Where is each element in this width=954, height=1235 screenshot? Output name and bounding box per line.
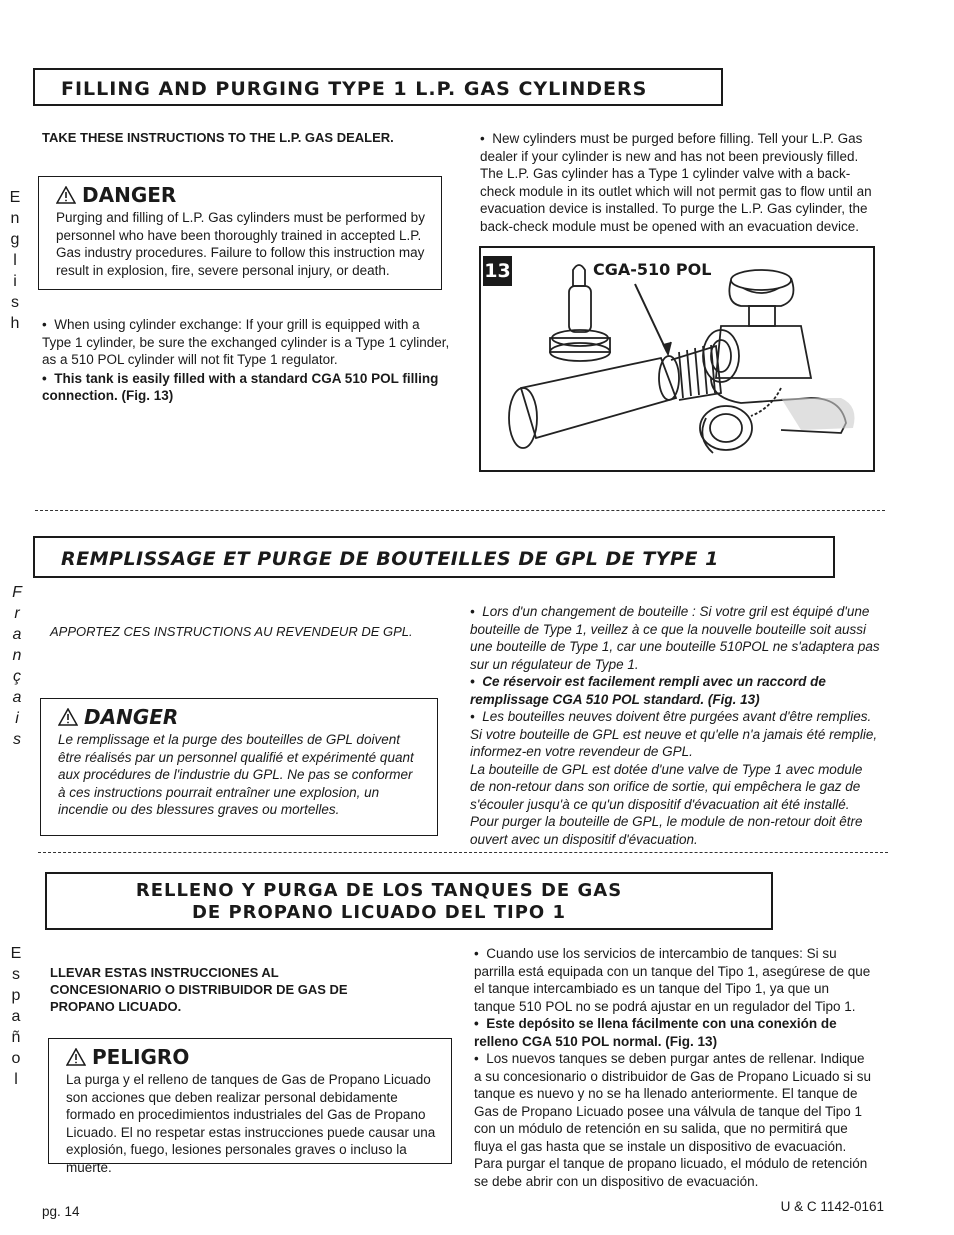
- bullet-text: Cuando use los servicios de intercambio de tanques: Si su parrilla está equipada con un tanque del Tipo 1, asegúrese de que el tanque intercambiado es un tanque del Tipo 1, ya que un tanque 510 POL no se podrá ajustar en un regulador del Tipo 1.: [474, 946, 871, 1014]
- sidebar-letter: ç: [13, 668, 21, 685]
- danger-label: DANGER: [84, 705, 179, 729]
- danger-heading: [66, 1045, 437, 1069]
- sidebar-letter: a: [12, 626, 22, 643]
- spanish-danger-box: [48, 1038, 452, 1175]
- sidebar-letter: h: [10, 315, 20, 332]
- spanish-title: [47, 880, 711, 924]
- bullet-text: Los nuevos tanques se deben purgar antes de rellenar. Indique a su concesionario o distribuidor de Gas de Propano Licuado si su tanque es nuevo y no se ha llenado anteriormente. El tanque de Gas de Propano Licuado posee una válvula de tanque del Tipo 1 con un módulo de retención en su salida, que no permitirá que fluya el gas hasta que se instale un dispositivo de evacuación. Para purgar el tanque de propano licuado, el módulo de retención se debe abrir con un dispositivo de evacuación.: [474, 1051, 871, 1189]
- sidebar-letter: i: [15, 710, 19, 727]
- sidebar-letter: a: [12, 689, 22, 706]
- sidebar-letter: F: [12, 584, 22, 601]
- french-danger-box: [40, 698, 438, 836]
- sidebar-letter: E: [9, 189, 21, 206]
- warning-icon: [66, 1048, 86, 1066]
- english-title-box: [33, 68, 723, 106]
- french-sidebar: [7, 582, 27, 750]
- bullet-text: Les bouteilles neuves doivent être purgées avant d'être remplies. Si votre bouteille de GPL est neuve et qu'elle n'a jamais été remplie, informez-en votre revendeur de GPL.: [470, 709, 878, 759]
- english-title: FILLING AND PURGING TYPE 1 L.P. GAS CYLINDERS: [61, 78, 648, 100]
- warning-icon: [56, 186, 76, 204]
- sidebar-letter: l: [14, 1071, 18, 1088]
- english-sidebar: [5, 187, 25, 334]
- french-title: REMPLISSAGE ET PURGE DE BOUTEILLES DE GPL DE TYPE 1: [61, 548, 719, 570]
- sidebar-letter: a: [11, 1008, 21, 1025]
- english-danger-box: [38, 176, 442, 290]
- danger-heading: [58, 705, 423, 729]
- danger-label: PELIGRO: [92, 1045, 190, 1069]
- section-divider: [38, 852, 888, 853]
- sidebar-letter: p: [11, 987, 21, 1004]
- french-take-instructions: APPORTEZ CES INSTRUCTIONS AU REVENDEUR DE GPL.: [50, 624, 413, 639]
- sidebar-letter: s: [13, 731, 21, 748]
- figure-label: CGA-510 POL: [593, 260, 712, 279]
- spanish-sidebar: [6, 943, 26, 1090]
- sidebar-letter: s: [11, 294, 19, 311]
- bullet-text: New cylinders must be purged before filling. Tell your L.P. Gas dealer if your cylinder is new and has not been previously filled. The L.P. Gas cylinder has a Type 1 cylinder valve with a back-check module in its outlet which will not permit gas to flow until an evacuation device is installed. To purge the L.P. Gas cylinder, the back-check module must be opened with an evacuation device.: [480, 131, 872, 234]
- spanish-title-line-2: DE PROPANO LICUADO DEL TIPO 1: [191, 902, 567, 923]
- bullet-text: This tank is easily filled with a standard CGA 510 POL filling connection. (Fig. 13): [42, 370, 439, 403]
- sidebar-letter: ñ: [11, 1029, 21, 1046]
- bullet-text: When using cylinder exchange: If your grill is equipped with a Type 1 cylinder, be sure the exchanged cylinder is a Type 1 cylinder, as a 510 POL cylinder will not fit Type 1 regulator.: [42, 317, 450, 367]
- sidebar-letter: l: [13, 252, 17, 269]
- sidebar-letter: i: [13, 273, 17, 290]
- figure-number: 13: [483, 256, 512, 286]
- spanish-title-box: [45, 872, 773, 930]
- english-bullet-3: • New cylinders must be purged before filling. Tell your L.P. Gas dealer if your cylinder is new and has not been previously filled. The L.P. Gas cylinder has a Type 1 cylinder valve with a back-check module in its outlet which will not permit gas to flow until an evacuation device is installed. To purge the L.P. Gas cylinder, the back-check module must be opened with an evacuation device.: [480, 131, 872, 234]
- danger-text: La purga y el relleno de tanques de Gas de Propano Licuado son acciones que deben realizar personal debidamente formado en procedimientos industriales del Gas de Propano Licuado. El no respetar estas instrucciones puede causar una explosión, fuego, lesiones personales graves o incluso la muerte.: [66, 1072, 436, 1175]
- danger-label: DANGER: [82, 183, 177, 207]
- spanish-right-column: • Cuando use los servicios de intercambio de tanques: Si su parrilla está equipada con un tanque del Tipo 1, asegúrese de que el tanque intercambiado es un tanque del Tipo 1, ya que un tanque 510 POL no se podrá ajustar en un regulador del Tipo 1. • Este depósito se llena fácilmente con una conexión de relleno CGA 510 POL normal. (Fig. 13) • Los nuevos tanques se deben purgar antes de rellenar. Indique a su concesionario o distribuidor de Gas de Propano Licuado si su tanque es nuevo y no se ha llenado anteriormente. El tanque de Gas de Propano Licuado posee una válvula de tanque del Tipo 1 con un módulo de retención en su salida, que no permitirá que fluya el gas hasta que se instale un dispositivo de evacuación. Para purgar el tanque de propano licuado, el módulo de retención se debe abrir con un dispositivo de evacuación.: [474, 946, 871, 1189]
- warning-icon: [58, 708, 78, 726]
- english-take-instructions: TAKE THESE INSTRUCTIONS TO THE L.P. GAS DEALER.: [42, 130, 394, 145]
- french-title-box: [33, 536, 835, 578]
- danger-text: Le remplissage et la purge des bouteilles de GPL doivent être réalisés par un personnel qualifié et expérimenté quant aux procédures de l'industrie du GPL. Ne pas se conformer à ces instructions pourrait entraîner une explosion, un incendie ou des blessures graves ou mortelles.: [58, 732, 414, 817]
- bullet-text: Ce réservoir est facilement rempli avec un raccord de remplissage CGA 510 POL standard. (Fig. 13): [470, 674, 826, 707]
- danger-text: Purging and filling of L.P. Gas cylinders must be performed by personnel who have been thoroughly trained in accepted L.P. Gas industry procedures. Failure to follow this instruction may result in explosion, fire, severe personal injury, or death.: [56, 210, 425, 278]
- figure-13-box: [479, 246, 875, 472]
- sidebar-letter: o: [11, 1050, 21, 1067]
- document-code: U & C 1142-0161: [780, 1199, 884, 1214]
- sidebar-letter: n: [12, 647, 22, 664]
- sidebar-letter: r: [14, 605, 20, 622]
- sidebar-letter: E: [10, 945, 22, 962]
- french-right-column: • Lors d'un changement de bouteille : Si votre gril est équipé d'une bouteille de Type 1, veillez à ce que la nouvelle bouteille soit aussi une bouteille de Type 1, car une bouteille 510POL ne s'adaptera pas sur un régulateur de Type 1. • Ce réservoir est facilement rempli avec un raccord de remplissage CGA 510 POL standard. (Fig. 13) • Les bouteilles neuves doivent être purgées avant d'être remplies. Si votre bouteille de GPL est neuve et qu'elle n'a jamais été remplie, informez-en votre revendeur de GPL. La bouteille de GPL est dotée d'une valve de Type 1 avec module de non-retour dans son orifice de sortie, qui empêchera le gaz de s'écouler jusqu'à ce qu'un dispositif d'évacuation ait été installé. Pour purger la bouteille de GPL, le module de non-retour doit être ouvert avec un dispositif d'évacuation.: [470, 604, 880, 847]
- bullet-text: Este depósito se llena fácilmente con una conexión de relleno CGA 510 POL normal. (Fig. 13): [474, 1016, 837, 1049]
- page-number: pg. 14: [42, 1204, 80, 1219]
- sidebar-letter: s: [12, 966, 20, 983]
- spanish-take-instructions: LLEVAR ESTAS INSTRUCCIONES AL CONCESIONARIO O DISTRIBUIDOR DE GAS DE PROPANO LICUADO.: [50, 965, 348, 1014]
- cga-valve-illustration: [481, 248, 873, 470]
- bullet-text: Lors d'un changement de bouteille : Si votre gril est équipé d'une bouteille de Type 1, veillez à ce que la nouvelle bouteille soit aussi une bouteille de Type 1, car une bouteille 510POL ne s'adaptera pas sur un régulateur de Type 1.: [470, 604, 880, 672]
- spanish-title-line-1: RELLENO Y PURGA DE LOS TANQUES DE GAS: [135, 880, 623, 901]
- english-bullet-1: • When using cylinder exchange: If your grill is equipped with a Type 1 cylinder, be sure the exchanged cylinder is a Type 1 cylinder, as a 510 POL cylinder will not fit Type 1 regulator. • This tank is easily filled with a standard CGA 510 POL filling connection. (Fig. 13): [42, 317, 450, 403]
- section-divider: [35, 510, 885, 511]
- french-paragraph: La bouteille de GPL est dotée d'une valve de Type 1 avec module de non-retour dans son orifice de sortie, qui empêchera le gaz de s'écouler jusqu'à ce qu'un dispositif d'évacuation ait été installé. Pour purger la bouteille de GPL, le module de non-retour doit être ouvert avec un dispositif d'évacuation.: [470, 761, 863, 847]
- sidebar-letter: g: [10, 231, 20, 248]
- sidebar-letter: n: [10, 210, 20, 227]
- danger-heading: [56, 183, 427, 207]
